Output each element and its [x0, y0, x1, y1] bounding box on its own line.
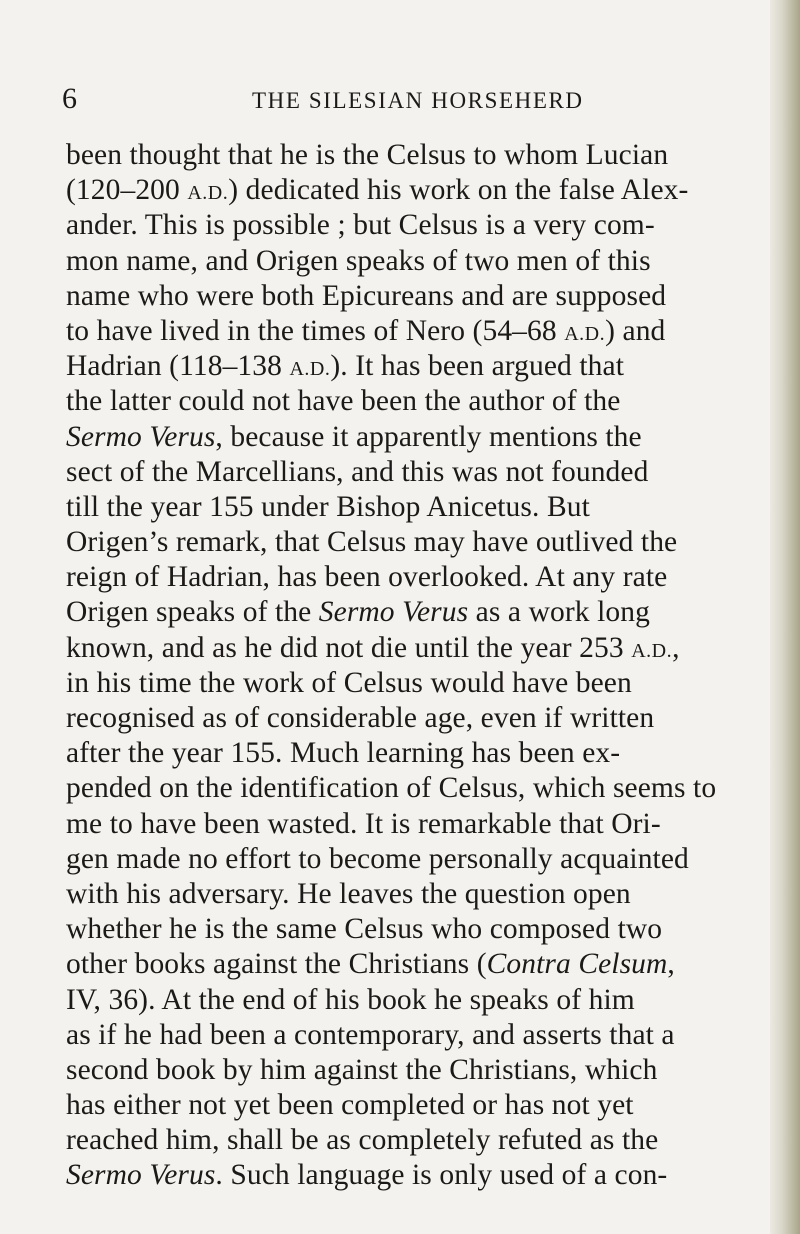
line-text: name who were both Epicureans and are supposed — [66, 279, 667, 312]
text-line — [66, 560, 766, 595]
italic-title: Sermo Verus — [318, 596, 469, 629]
line-text: after the year 155. Much learning has been ex- — [66, 737, 621, 770]
line-text: mon name, and Origen speaks of two men of this — [66, 244, 651, 277]
line-text: with his adversary. He leaves the question open — [66, 877, 631, 910]
text-line — [66, 701, 766, 736]
text-line — [66, 1088, 766, 1123]
line-text: as a work long — [468, 596, 650, 629]
text-line — [66, 490, 766, 525]
italic-title: Sermo Verus — [66, 1159, 216, 1192]
line-text: recognised as of considerable age, even if written — [66, 702, 655, 734]
line-text: other books against the Christians ( — [66, 948, 487, 981]
text-line — [66, 807, 766, 842]
text-line — [66, 1123, 766, 1158]
line-text: ander. This is possible ; but Celsus is a very com- — [66, 209, 655, 242]
text-line — [66, 525, 766, 560]
running-title: THE SILESIAN HORSEHERD — [252, 88, 584, 113]
page-edge-shadow — [770, 0, 800, 1234]
line-text: as if he had been a contemporary, and asserts that a — [66, 1018, 675, 1051]
text-line — [66, 1158, 766, 1193]
era-abbreviation: A.D. — [564, 322, 606, 345]
line-text: Hadrian (118–138 — [66, 350, 290, 383]
line-text: ) and — [605, 314, 666, 347]
line-text: . Such language is only used of a con- — [215, 1159, 668, 1192]
line-text: the latter could not have been the author of the — [66, 385, 621, 418]
era-abbreviation: A.D. — [187, 182, 229, 205]
line-text: to have lived in the times of Nero (54–68 — [66, 314, 565, 347]
era-abbreviation: A.D. — [289, 358, 331, 381]
era-abbreviation: A.D. — [631, 639, 673, 662]
text-line — [66, 314, 766, 349]
page-number: 6 — [62, 82, 77, 115]
text-line — [66, 877, 766, 912]
text-line — [66, 1018, 766, 1053]
text-line — [66, 666, 766, 701]
line-text: second book by him against the Christians, which — [66, 1053, 658, 1086]
text-line — [66, 208, 766, 243]
text-line — [66, 1053, 766, 1088]
line-text: till the year 155 under Bishop Anicetus. But — [66, 490, 590, 523]
text-line — [66, 595, 766, 630]
line-text: whether he is the same Celsus who composed two — [66, 913, 663, 946]
line-text: , because it apparently mentions the — [215, 420, 642, 453]
text-line — [66, 455, 766, 490]
text-line — [66, 279, 766, 314]
text-line — [66, 420, 766, 455]
line-text: Origen speaks of the — [66, 596, 319, 629]
text-line — [66, 631, 766, 666]
running-head — [62, 84, 752, 114]
line-text: , — [667, 948, 675, 981]
text-line — [66, 384, 766, 419]
line-text: sect of the Marcellians, and this was not founded — [66, 455, 649, 488]
text-line — [66, 736, 766, 771]
line-text: reign of Hadrian, has been overlooked. At any rate — [66, 561, 668, 594]
text-line — [66, 138, 766, 173]
line-text: pended on the identification of Celsus, which seems to — [66, 772, 717, 805]
line-text: ) dedicated his work on the false Alex- — [228, 174, 689, 207]
text-line — [66, 947, 766, 982]
text-line — [66, 349, 766, 384]
line-text: in his time the work of Celsus would have been — [66, 666, 632, 699]
line-text: known, and as he did not die until the year 253 — [66, 631, 632, 664]
line-text: reached him, shall be as completely refuted as the — [66, 1124, 659, 1157]
line-text: Origen’s remark, that Celsus may have outlived the — [66, 526, 678, 559]
line-text: ). It has been argued that — [330, 350, 625, 383]
text-line — [66, 912, 766, 947]
text-line — [66, 983, 766, 1018]
line-text: , — [672, 631, 680, 664]
text-line — [66, 771, 766, 806]
text-line — [66, 173, 766, 208]
line-text: gen made no effort to become personally acquainted — [66, 842, 689, 875]
text-line — [66, 842, 766, 877]
line-text: me to have been wasted. It is remarkable that Ori- — [66, 807, 661, 840]
italic-title: Contra Celsum — [486, 948, 668, 981]
line-text: IV, 36). At the end of his book he speaks of him — [66, 983, 635, 1016]
line-text: been thought that he is the Celsus to whom Lucian — [66, 139, 669, 171]
text-line — [66, 244, 766, 279]
line-text: has either not yet been completed or has not yet — [66, 1089, 634, 1122]
line-text: (120–200 — [66, 174, 188, 207]
italic-title: Sermo Verus — [66, 420, 216, 453]
body-paragraph — [66, 138, 766, 1194]
